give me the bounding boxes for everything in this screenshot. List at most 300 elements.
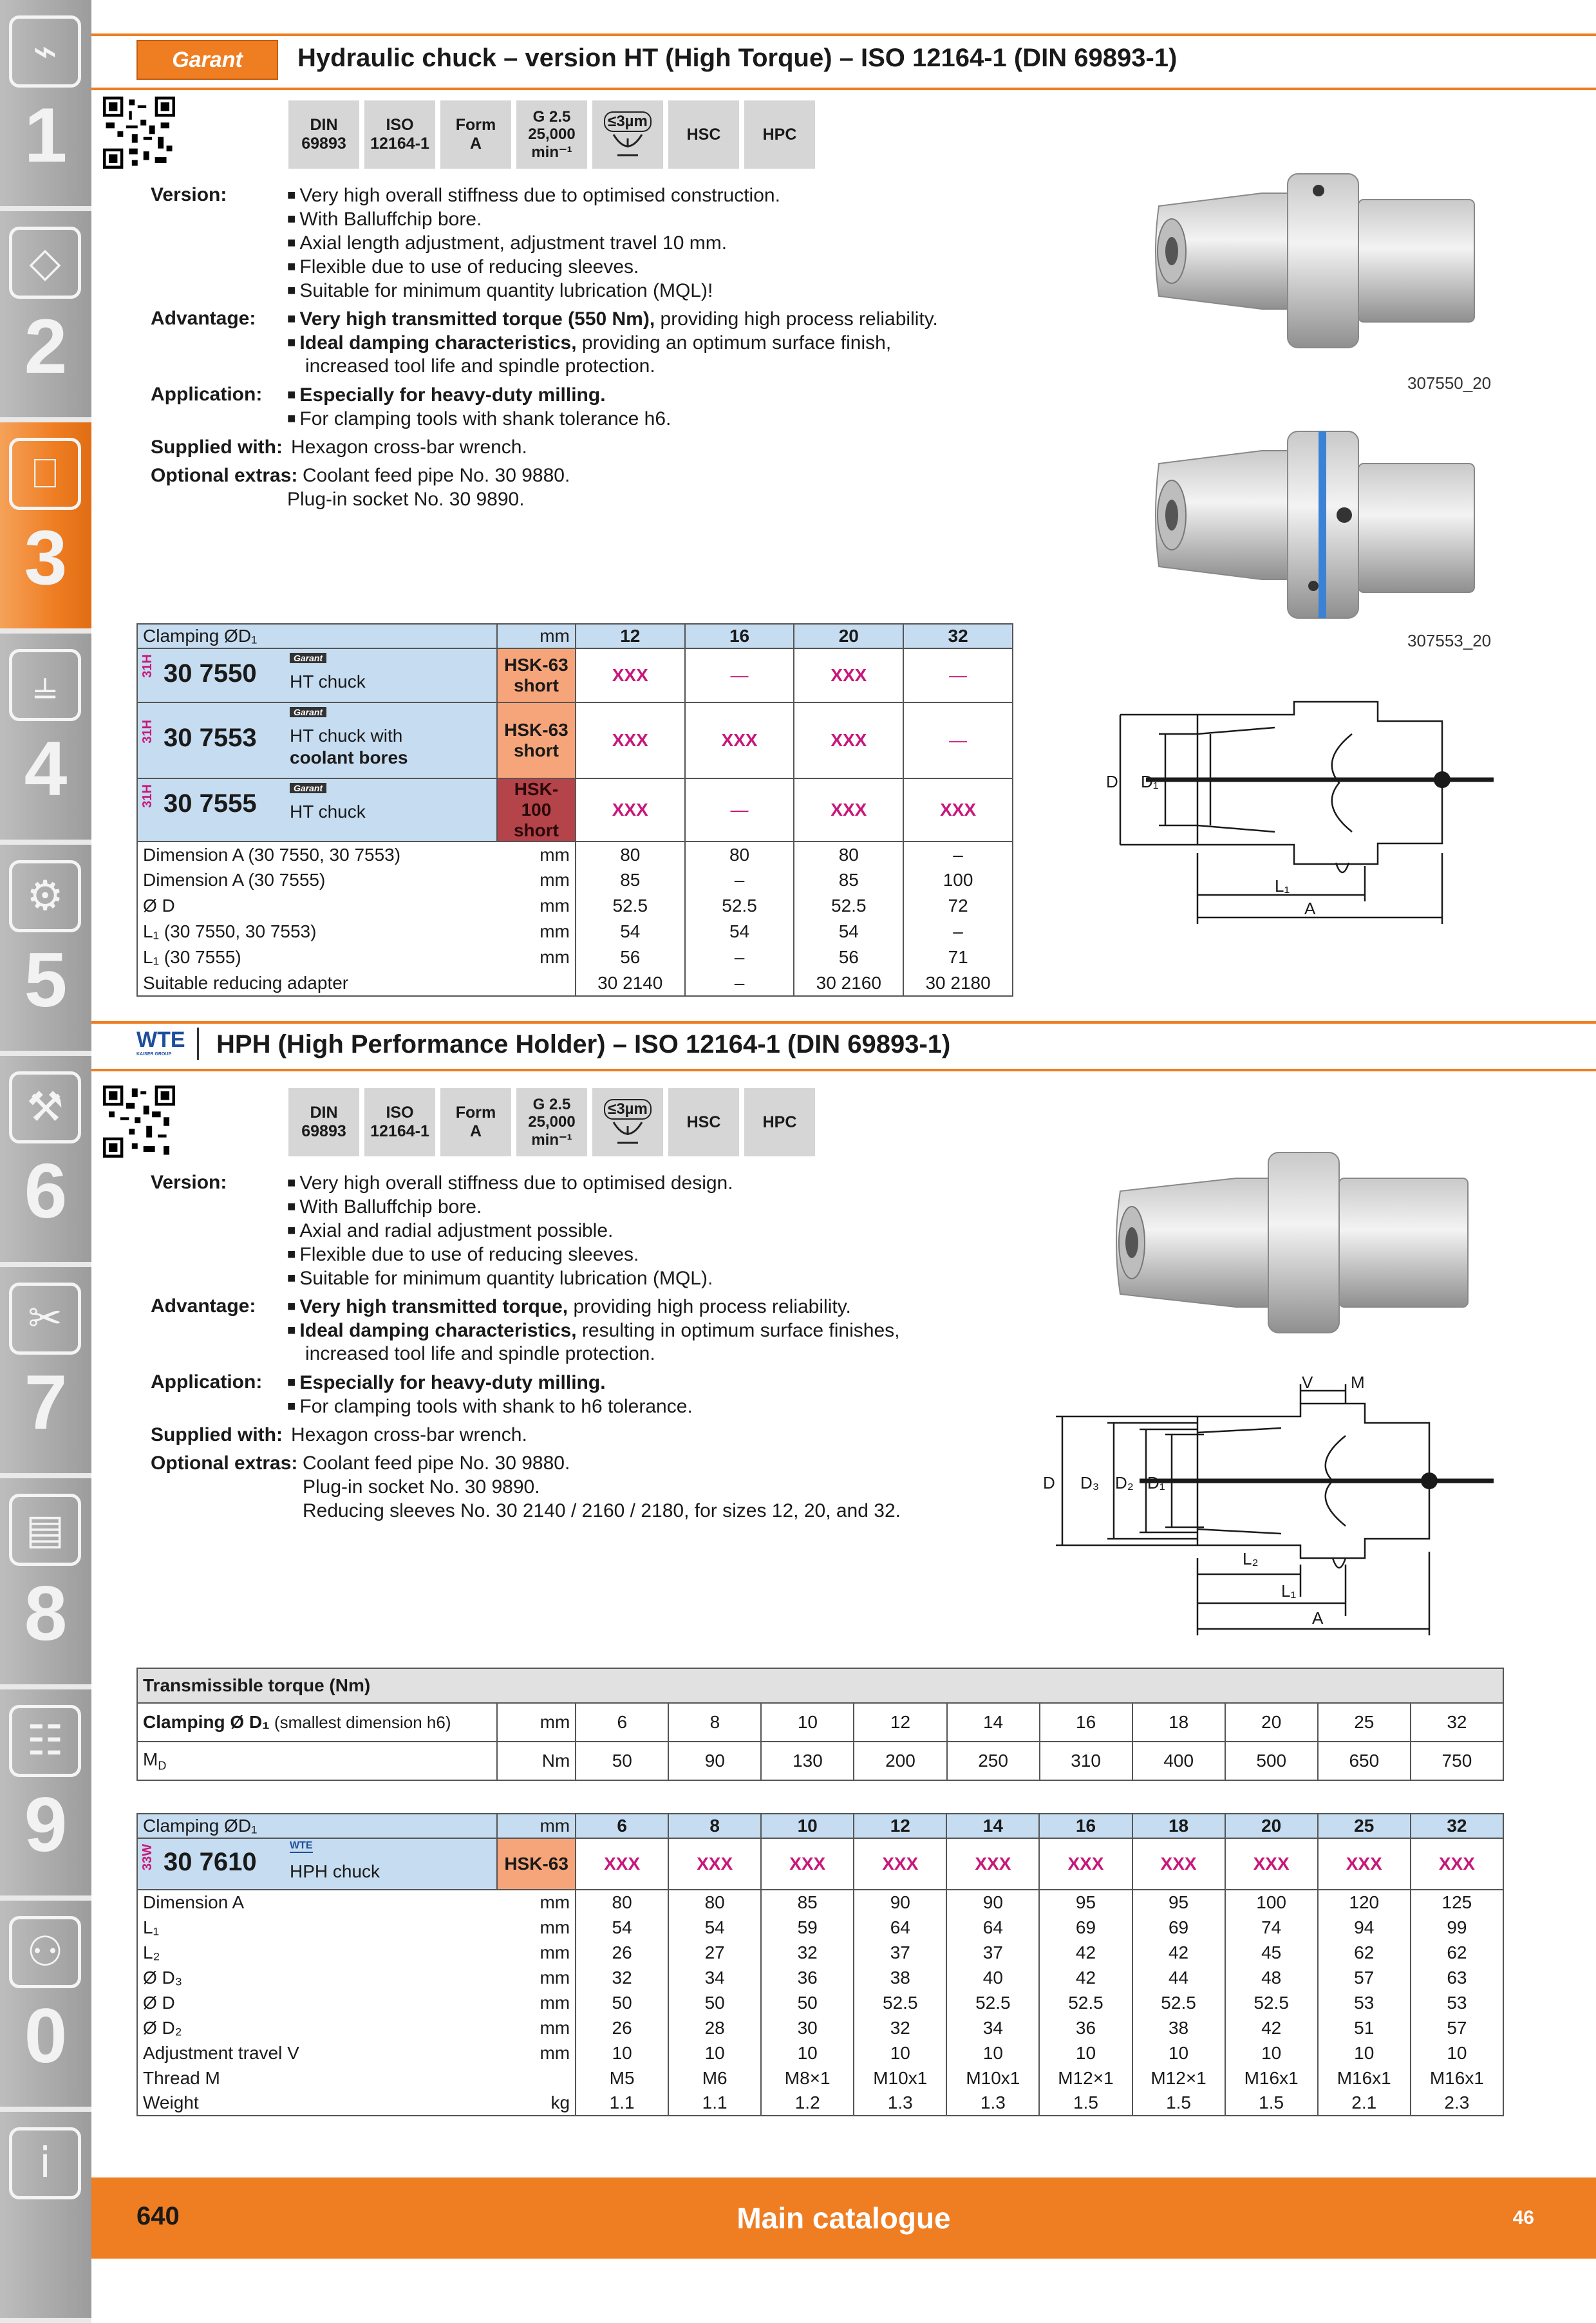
row-value: 71 <box>903 945 1013 970</box>
sidebar-chapter-number: 2 <box>24 303 68 390</box>
row-value: 52.5 <box>794 893 903 919</box>
row-value: 1.3 <box>946 2091 1039 2116</box>
row-value: 56 <box>576 945 685 970</box>
torque-size: 20 <box>1225 1703 1318 1742</box>
row-value: 54 <box>576 1915 668 1940</box>
row-value: 42 <box>1039 1965 1132 1990</box>
badge-balance: G 2.5 25,000 min⁻¹ <box>516 100 587 169</box>
torque-value: 250 <box>947 1742 1040 1780</box>
optional-item: Coolant feed pipe No. 30 9880. <box>303 465 570 486</box>
dim-label-D: D <box>1106 772 1118 791</box>
torque-value: 750 <box>1411 1742 1503 1780</box>
hph-header-row <box>137 1814 1503 1838</box>
article-number[interactable]: 30 7550 <box>164 659 257 688</box>
row-label: Weight <box>137 2091 497 2116</box>
row-value: 120 <box>1318 1890 1411 1915</box>
row-value: 10 <box>1225 2040 1318 2065</box>
size-header: 32 <box>903 624 1013 648</box>
dim-label-V: V <box>1302 1373 1313 1392</box>
row-label: Ø D₂ <box>137 2015 497 2040</box>
application-label: Application: <box>151 1371 263 1393</box>
clamping-label: Clamping ØD₁ <box>137 624 497 648</box>
badge-iso: ISO 12164-1 <box>364 100 435 169</box>
sidebar-chapter-number: 8 <box>24 1570 68 1657</box>
torque-size: 14 <box>947 1703 1040 1742</box>
row-unit: mm <box>497 1890 576 1915</box>
torque-clamp-unit: mm <box>497 1703 576 1742</box>
product-image-hph-chuck <box>1107 1146 1494 1339</box>
row-value: M6 <box>668 2065 761 2091</box>
row-label: Ø D <box>137 1990 497 2015</box>
row-unit: kg <box>497 2091 576 2116</box>
dim-label-L1: L₁ <box>1275 876 1290 896</box>
table-hph-chuck <box>136 1813 1504 2116</box>
catalogue-code: 31H <box>140 720 155 744</box>
row-value: M16x1 <box>1411 2065 1503 2091</box>
price-cell: XXX <box>668 1838 761 1890</box>
price-cell: XXX <box>1225 1838 1318 1890</box>
row-value: 2.1 <box>1318 2091 1411 2116</box>
dimension-row <box>137 2091 1503 2116</box>
row-value: 64 <box>854 1915 946 1940</box>
row-value: 53 <box>1411 1990 1503 2015</box>
row-value: 80 <box>794 842 903 867</box>
torque-value: 130 <box>761 1742 854 1780</box>
row-value: 64 <box>946 1915 1039 1940</box>
catalogue-code: 31H <box>140 784 155 808</box>
row-value: 30 <box>761 2015 854 2040</box>
article-number[interactable]: 30 7555 <box>164 789 257 818</box>
image-caption-1: 307550_20 <box>1407 373 1492 393</box>
product-desc: HT chuck <box>290 672 366 691</box>
row-value: 62 <box>1318 1940 1411 1965</box>
article-number[interactable]: 30 7610 <box>164 1848 257 1876</box>
catalogue-code: 33W <box>140 1844 155 1871</box>
product-cell[interactable] <box>137 1838 497 1890</box>
row-value: 34 <box>668 1965 761 1990</box>
safety-goggles-icon: ⚇ <box>9 1916 81 1988</box>
row-value: 1.1 <box>576 2091 668 2116</box>
product-cell[interactable] <box>137 648 497 702</box>
row-value: M10x1 <box>854 2065 946 2091</box>
row-label: L₁ (30 7555) <box>137 945 497 970</box>
dim-label-D1: D₁ <box>1141 772 1159 791</box>
row-value: 85 <box>794 867 903 893</box>
product-row-307610[interactable] <box>137 1838 1503 1890</box>
dim-label-L2: L₂ <box>1243 1549 1259 1568</box>
caliper-icon: ⫨ <box>9 649 81 721</box>
dimension-row <box>137 893 1013 919</box>
dim-label-D: D <box>1043 1473 1055 1492</box>
dimension-row <box>137 867 1013 893</box>
row-value: 72 <box>903 893 1013 919</box>
chuck-icon: ⎕ <box>9 438 81 510</box>
clamping-unit: mm <box>497 624 576 648</box>
price-cell: XXX <box>761 1838 854 1890</box>
badge-runout: ≤3µm <box>592 100 663 169</box>
badge-runout: ≤3µm <box>592 1088 663 1156</box>
price-cell: XXX <box>946 1838 1039 1890</box>
badge-hsc: HSC <box>668 1088 739 1156</box>
info-icon: i <box>9 2127 81 2199</box>
size-header: 12 <box>576 624 685 648</box>
footer-code: 46 <box>1512 2207 1534 2228</box>
price-cell: XXX <box>1411 1838 1503 1890</box>
row-value: 1.5 <box>1132 2091 1225 2116</box>
optional-label: Optional extras: <box>151 465 298 486</box>
torque-size: 6 <box>576 1703 668 1742</box>
image-caption-2: 307553_20 <box>1407 631 1492 650</box>
row-value: 56 <box>794 945 903 970</box>
sidebar-chapter-number: 1 <box>24 92 68 178</box>
row-value: 40 <box>946 1965 1039 1990</box>
advantage-item: ■ Ideal damping characteristics, resulting in optimum surface finishes, <box>287 1318 899 1342</box>
row-value: 85 <box>761 1890 854 1915</box>
row-value: – <box>903 842 1013 867</box>
row-label: Adjustment travel V <box>137 2040 497 2065</box>
row-value: 95 <box>1132 1890 1225 1915</box>
product-desc: HT chuck with coolant bores <box>290 726 408 767</box>
dimension-row <box>137 1990 1503 2015</box>
version-item: ■ Axial and radial adjustment possible. <box>287 1218 613 1243</box>
row-unit <box>497 970 576 996</box>
footer-title: Main catalogue <box>737 2201 951 2235</box>
row-value: M8×1 <box>761 2065 854 2091</box>
price-cell: XXX <box>903 778 1013 842</box>
row-value: 36 <box>761 1965 854 1990</box>
row-value: 42 <box>1225 2015 1318 2040</box>
row-value: 90 <box>854 1890 946 1915</box>
row-label: Dimension A (30 7550, 30 7553) <box>137 842 497 867</box>
qr-code-2[interactable] <box>103 1086 175 1158</box>
row-value: 99 <box>1411 1915 1503 1940</box>
row-value: M12×1 <box>1039 2065 1132 2091</box>
product-cell[interactable] <box>137 702 497 778</box>
row-value: 69 <box>1132 1915 1225 1940</box>
sidebar-chapter-5[interactable] <box>0 845 91 1056</box>
sidebar-chapter-number: 5 <box>24 937 68 1023</box>
garant-logo: Garant <box>136 40 278 80</box>
row-unit: mm <box>497 1940 576 1965</box>
row-value: 28 <box>668 2015 761 2040</box>
tool-cabinet-icon: ▤ <box>9 1494 81 1566</box>
technical-drawing-ht <box>1107 695 1545 934</box>
clamping-unit: mm <box>497 1814 576 1838</box>
insert-icon: ◇ <box>9 227 81 299</box>
row-value: 32 <box>854 2015 946 2040</box>
badge-balance: G 2.5 25,000 min⁻¹ <box>516 1088 587 1156</box>
row-unit: mm <box>497 2015 576 2040</box>
row-value: 32 <box>576 1965 668 1990</box>
price-cell: — <box>903 702 1013 778</box>
row-unit: mm <box>497 1990 576 2015</box>
section1-description <box>0 183 1030 518</box>
torque-value: 650 <box>1318 1742 1411 1780</box>
price-cell: XXX <box>1318 1838 1411 1890</box>
size-header: 18 <box>1132 1814 1225 1838</box>
row-value: 125 <box>1411 1890 1503 1915</box>
badge-hpc: HPC <box>744 100 815 169</box>
torque-size: 32 <box>1411 1703 1503 1742</box>
optional-item: Plug-in socket No. 30 9890. <box>287 489 525 510</box>
row-value: 54 <box>576 919 685 945</box>
row-value: 42 <box>1039 1940 1132 1965</box>
row-value: 50 <box>761 1990 854 2015</box>
product-image-ht-chuck-coolant <box>1146 425 1507 631</box>
hsk-type: HSK-100 short <box>497 778 576 842</box>
row-value: 38 <box>854 1965 946 1990</box>
size-header: 25 <box>1318 1814 1411 1838</box>
row-value: 52.5 <box>946 1990 1039 2015</box>
row-value: 74 <box>1225 1915 1318 1940</box>
size-header: 32 <box>1411 1814 1503 1838</box>
badge-hpc: HPC <box>744 1088 815 1156</box>
row-value: 30 2140 <box>576 970 685 996</box>
row-value: 37 <box>854 1940 946 1965</box>
section2-top-rule <box>91 1021 1596 1024</box>
row-label: L₂ <box>137 1940 497 1965</box>
row-value: 57 <box>1318 1965 1411 1990</box>
row-label: Ø D₃ <box>137 1965 497 1990</box>
supplied-text: Hexagon cross-bar wrench. <box>291 437 527 458</box>
row-value: 95 <box>1039 1890 1132 1915</box>
row-label: L₁ <box>137 1915 497 1940</box>
row-value: 69 <box>1039 1915 1132 1940</box>
dim-label-D2: D₂ <box>1115 1473 1134 1492</box>
row-unit: mm <box>497 919 576 945</box>
sidebar-chapter-info[interactable] <box>0 2112 91 2323</box>
product-row-307550[interactable] <box>137 648 1013 702</box>
torque-value: 90 <box>668 1742 761 1780</box>
price-cell: XXX <box>576 648 685 702</box>
row-value: 34 <box>946 2015 1039 2040</box>
technical-drawing-hph <box>1043 1371 1532 1642</box>
torque-size: 18 <box>1132 1703 1225 1742</box>
row-value: 42 <box>1132 1940 1225 1965</box>
torque-value: 400 <box>1132 1742 1225 1780</box>
row-value: 30 2180 <box>903 970 1013 996</box>
row-value: 52.5 <box>1132 1990 1225 2015</box>
row-value: M16x1 <box>1225 2065 1318 2091</box>
hsk-type: HSK-63 short <box>497 702 576 778</box>
size-header: 20 <box>1225 1814 1318 1838</box>
row-value: 100 <box>1225 1890 1318 1915</box>
version-item: ■ Very high overall stiffness due to optimised construction. <box>287 183 780 207</box>
size-header: 6 <box>576 1814 668 1838</box>
supplied-text: Hexagon cross-bar wrench. <box>291 1424 527 1445</box>
row-unit: mm <box>497 1915 576 1940</box>
row-value: – <box>685 970 794 996</box>
dimension-rows-2 <box>137 1890 1503 2116</box>
sidebar-chapter-1[interactable] <box>0 0 91 211</box>
article-number[interactable]: 30 7553 <box>164 724 257 752</box>
row-label: Dimension A (30 7555) <box>137 867 497 893</box>
row-value: 10 <box>1132 2040 1225 2065</box>
row-value: 63 <box>1411 1965 1503 1990</box>
row-value: 80 <box>685 842 794 867</box>
dimension-row <box>137 919 1013 945</box>
row-unit: mm <box>497 867 576 893</box>
row-label: Suitable reducing adapter <box>137 970 497 996</box>
application-item: ■ For clamping tools with shank tolerance h6. <box>287 406 671 431</box>
sidebar-chapter-number: 3 <box>24 514 68 601</box>
size-header: 10 <box>761 1814 854 1838</box>
price-cell: — <box>685 648 794 702</box>
badge-iso: ISO 12164-1 <box>364 1088 435 1156</box>
torque-value: 50 <box>576 1742 668 1780</box>
row-value: 1.1 <box>668 2091 761 2116</box>
row-value: 48 <box>1225 1965 1318 1990</box>
title-divider <box>197 1028 199 1060</box>
torque-title: Transmissible torque (Nm) <box>137 1668 1503 1703</box>
garant-mini-logo: Garant <box>290 783 326 793</box>
spec-badges-2 <box>288 1088 815 1156</box>
version-label: Version: <box>151 184 227 205</box>
dimension-row <box>137 945 1013 970</box>
saw-blade-icon: ⚙ <box>9 860 81 932</box>
runout-gauge-icon <box>608 132 647 158</box>
sidebar-chapter-0[interactable] <box>0 1901 91 2112</box>
row-value: 32 <box>761 1940 854 1965</box>
row-value: – <box>903 919 1013 945</box>
table-ht-chuck <box>136 623 1013 997</box>
price-cell: XXX <box>794 778 903 842</box>
product-image-ht-chuck <box>1146 167 1507 361</box>
row-value: 52.5 <box>854 1990 946 2015</box>
wrench-icon: ⚒ <box>9 1071 81 1143</box>
row-value: 10 <box>576 2040 668 2065</box>
price-cell: XXX <box>576 1838 668 1890</box>
row-value: 52.5 <box>1039 1990 1132 2015</box>
sidebar-chapter-9[interactable] <box>0 1689 91 1901</box>
section1-title: Hydraulic chuck – version HT (High Torque) – ISO 12164-1 (DIN 69893-1) <box>297 44 1178 72</box>
row-value: 54 <box>668 1915 761 1940</box>
sidebar-chapter-4[interactable] <box>0 634 91 845</box>
row-value: 10 <box>761 2040 854 2065</box>
dimension-row <box>137 970 1013 996</box>
torque-value: 200 <box>854 1742 946 1780</box>
row-value: 10 <box>1039 2040 1132 2065</box>
version-item: ■ With Balluffchip bore. <box>287 1194 482 1219</box>
row-label: L₁ (30 7550, 30 7553) <box>137 919 497 945</box>
version-item: ■ Very high overall stiffness due to optimised design. <box>287 1171 733 1195</box>
hsk-type: HSK-63 short <box>497 648 576 702</box>
optional-item: Coolant feed pipe No. 30 9880. <box>303 1453 570 1474</box>
version-item: ■ Flexible due to use of reducing sleeves. <box>287 254 639 279</box>
section2-bottom-rule <box>91 1069 1596 1071</box>
row-value: 50 <box>668 1990 761 2015</box>
row-value: 10 <box>1318 2040 1411 2065</box>
application-item: ■ Especially for heavy-duty milling. <box>287 1370 606 1395</box>
version-item: ■ Flexible due to use of reducing sleeves. <box>287 1242 639 1266</box>
row-value: 1.5 <box>1039 2091 1132 2116</box>
row-unit: mm <box>497 893 576 919</box>
wte-logo: WTE <box>136 1028 185 1052</box>
row-value: 10 <box>668 2040 761 2065</box>
row-value: 94 <box>1318 1915 1411 1940</box>
sidebar-chapter-number: 4 <box>24 726 68 812</box>
dim-label-A: A <box>1312 1608 1324 1628</box>
price-cell: XXX <box>685 702 794 778</box>
torque-md-unit: Nm <box>497 1742 576 1780</box>
dimension-rows-1 <box>137 842 1013 996</box>
row-value: 50 <box>576 1990 668 2015</box>
dimension-row <box>137 2015 1503 2040</box>
wte-logo-sub: KAISER GROUP <box>136 1052 172 1057</box>
dimension-row <box>137 1965 1503 1990</box>
pliers-icon: ✂ <box>9 1283 81 1355</box>
catalogue-code: 31H <box>140 654 155 678</box>
qr-code-1[interactable] <box>103 97 175 169</box>
clamping-label: Clamping ØD₁ <box>137 1814 497 1838</box>
application-item: ■ Especially for heavy-duty milling. <box>287 382 606 407</box>
advantage-item: ■ Very high transmitted torque, providing high process reliability. <box>287 1294 851 1319</box>
product-row-307555[interactable] <box>137 778 1013 842</box>
size-header: 20 <box>794 624 903 648</box>
row-value: 27 <box>668 1940 761 1965</box>
row-value: 26 <box>576 1940 668 1965</box>
row-unit: mm <box>497 2040 576 2065</box>
size-header: 12 <box>854 1814 946 1838</box>
torque-size: 12 <box>854 1703 946 1742</box>
row-value: 1.5 <box>1225 2091 1318 2116</box>
row-value: 54 <box>685 919 794 945</box>
row-value: 85 <box>576 867 685 893</box>
row-value: 54 <box>794 919 903 945</box>
row-value: – <box>685 945 794 970</box>
row-value: – <box>685 867 794 893</box>
optional-label: Optional extras: <box>151 1453 298 1474</box>
dim-label-M: M <box>1351 1373 1365 1392</box>
row-label: Ø D <box>137 893 497 919</box>
version-item: ■ Suitable for minimum quantity lubrication (MQL)! <box>287 278 713 303</box>
row-unit <box>497 2065 576 2091</box>
product-row-307553[interactable] <box>137 702 1013 778</box>
price-cell: XXX <box>854 1838 946 1890</box>
section1-bottom-rule <box>91 88 1596 90</box>
version-label: Version: <box>151 1172 227 1193</box>
row-value: 52.5 <box>1225 1990 1318 2015</box>
price-cell: XXX <box>1132 1838 1225 1890</box>
runout-gauge-icon <box>608 1120 647 1145</box>
row-value: 100 <box>903 867 1013 893</box>
dim-label-L1: L₁ <box>1281 1581 1297 1601</box>
row-value: 52.5 <box>576 893 685 919</box>
price-cell: XXX <box>794 702 903 778</box>
row-value: M12×1 <box>1132 2065 1225 2091</box>
row-value: 30 2160 <box>794 970 903 996</box>
advantage-label: Advantage: <box>151 1295 256 1317</box>
optional-item: Reducing sleeves No. 30 2140 / 2160 / 2180, for sizes 12, 20, and 32. <box>303 1500 901 1521</box>
section2-description <box>0 1171 1030 1531</box>
size-header: 16 <box>1039 1814 1132 1838</box>
badge-din: DIN 69893 <box>288 100 359 169</box>
supplied-label: Supplied with: <box>151 1424 283 1445</box>
row-value: 10 <box>946 2040 1039 2065</box>
dimension-row <box>137 2040 1503 2065</box>
drill-icon: ⌁ <box>9 15 81 88</box>
row-value: 53 <box>1318 1990 1411 2015</box>
price-cell: XXX <box>576 702 685 778</box>
product-cell[interactable] <box>137 778 497 842</box>
sidebar-chapter-number: 0 <box>24 1993 68 2079</box>
advantage-item: ■ Ideal damping characteristics, providing an optimum surface finish, <box>287 330 891 355</box>
row-value: 26 <box>576 2015 668 2040</box>
advantage-item-cont: increased tool life and spindle protection. <box>305 1343 655 1364</box>
price-cell: XXX <box>576 778 685 842</box>
torque-size: 10 <box>761 1703 854 1742</box>
application-label: Application: <box>151 384 263 405</box>
